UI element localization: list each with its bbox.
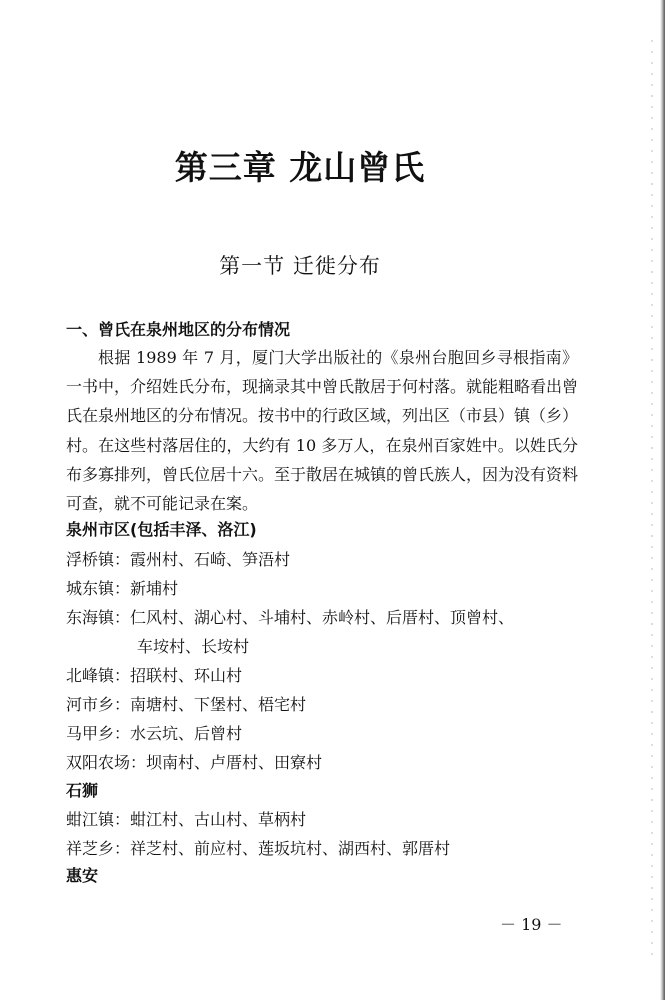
chapter-title: 第三章 龙山曾氏: [174, 148, 426, 187]
scan-edge-shadow: [660, 0, 665, 1000]
list-item: 东海镇：仁风村、湖心村、斗埔村、赤岭村、后厝村、顶曾村、: [66, 608, 515, 627]
list-item: 祥芝乡：祥芝村、前应村、莲坂坑村、湖西村、郭厝村: [66, 839, 451, 858]
list-item: 城东镇：新埔村: [66, 579, 179, 598]
list-item: 北峰镇：招联村、环山村: [66, 666, 243, 685]
list-item: 河市乡：南塘村、下堡村、梧宅村: [66, 695, 307, 714]
region-heading-shishi: 石狮: [66, 781, 99, 800]
subsection-heading: 一、曾氏在泉州地区的分布情况: [66, 320, 291, 339]
region-heading-quanzhou: 泉州市区(包括丰泽、洛江): [66, 520, 257, 539]
list-item: 车垵村、长垵村: [137, 637, 250, 656]
page-number: － 19 －: [500, 915, 563, 934]
scan-noise: [651, 40, 653, 960]
region-heading-huian: 惠安: [66, 866, 99, 885]
list-item: 蚶江镇：蚶江村、古山村、草柄村: [66, 810, 307, 829]
intro-paragraph: 根据 1989 年 7 月，厦门大学出版社的《泉州台胞回乡寻根指南》一书中，介绍姓氏分布，现摘录其中曾氏散居于何村落。就能粗略看出曾氏在泉州地区的分布情况。按书中的行政区域，列出区（市县）镇（乡）村。在这些村落居住的，大约有 10 多万人，在泉州百家姓中。以姓氏分布多寡排列，曾氏位居十六。至于散居在城镇的曾氏族人，因为没有资料可查，就不可能记录在案。: [66, 348, 579, 514]
section-title: 第一节 迁徙分布: [219, 254, 381, 278]
list-item: 马甲乡：水云坑、后曾村: [66, 724, 243, 743]
list-item: 双阳农场：坝南村、卢厝村、田寮村: [66, 753, 323, 772]
list-item: 浮桥镇：霞州村、石崎、笋浯村: [66, 550, 291, 569]
